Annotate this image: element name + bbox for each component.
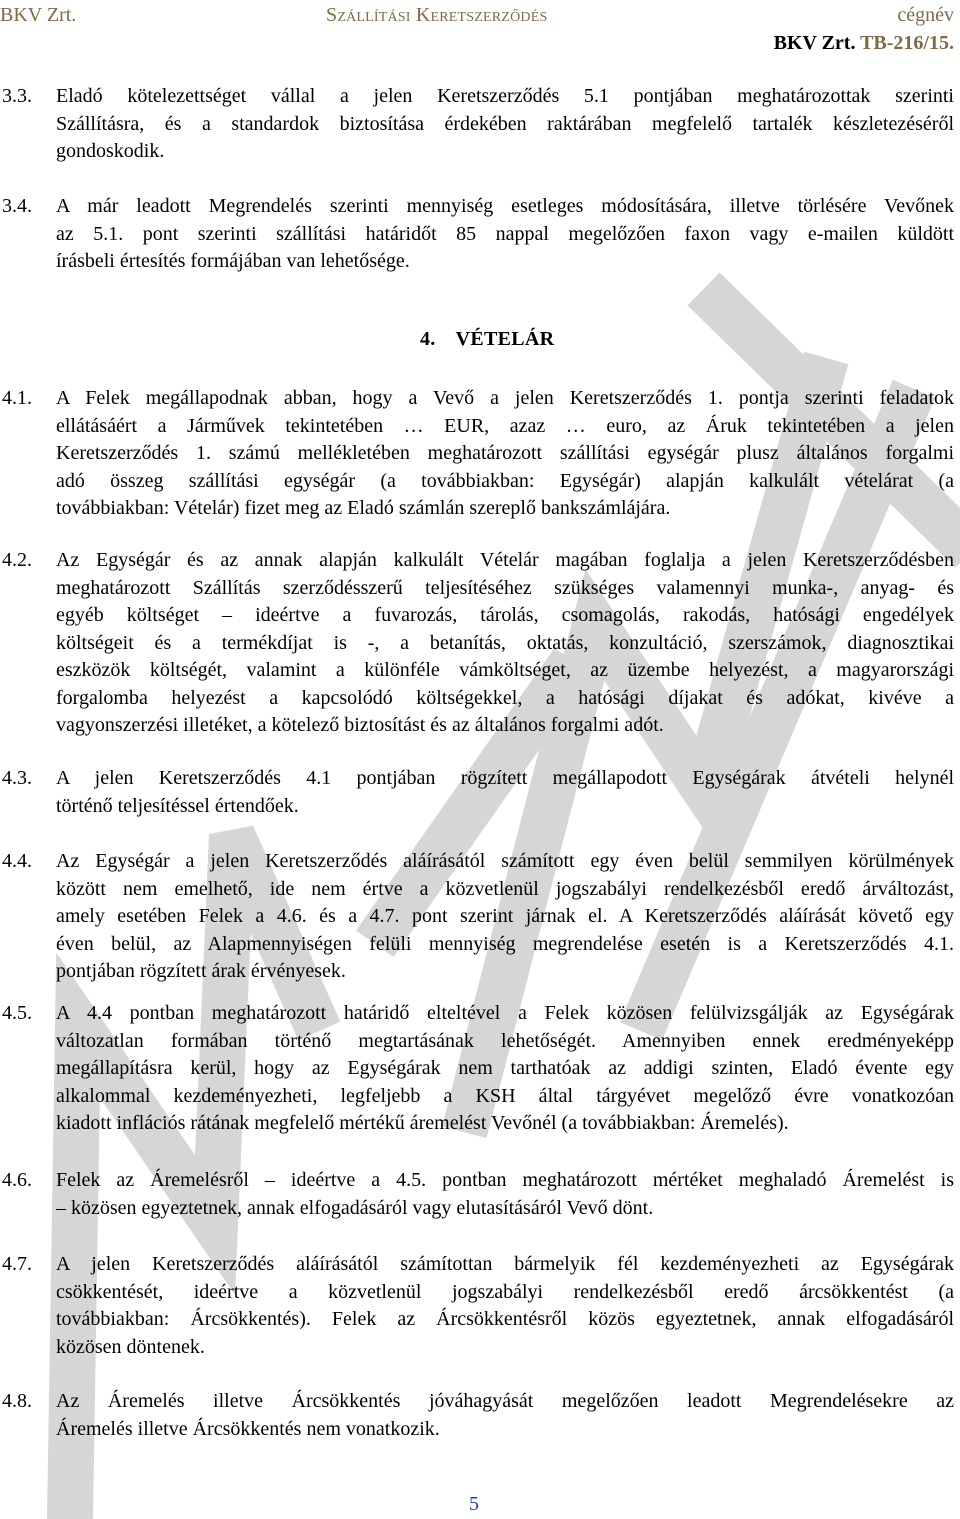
paragraph-line: költségeit és a termékdíjat is -, a betanítás, oktatás, konzultáció, szerszámok, diagnosztikai xyxy=(56,632,954,654)
paragraph-line: történő teljesítéssel értendőek. xyxy=(56,795,299,817)
paragraph-line: az 5.1. pont szerinti szállítási határidőt 85 nappal megelőzően faxon vagy e-mailen küldött xyxy=(56,223,954,245)
paragraph-line: – közösen egyeztetnek, annak elfogadásáról vagy elutasításáról Vevő dönt. xyxy=(56,1197,654,1219)
page-number: 5 xyxy=(469,1493,479,1515)
paragraph-line: Áremelés illetve Árcsökkentés nem vonatkozik. xyxy=(56,1418,440,1440)
paragraph-line: között nem emelhető, ide nem értve a közvetlenül jogszabályi rendelkezésből eredő árváltozást, xyxy=(56,878,954,900)
section-heading xyxy=(420,326,554,353)
header-company-name-placeholder: cégnév xyxy=(897,4,954,26)
paragraph-line: gondoskodik. xyxy=(56,140,165,162)
paragraph-line: egyéb költséget – ideértve a fuvarozás, tárolás, csomagolás, rakodás, hatósági engedélyek xyxy=(56,604,954,626)
paragraph-number: 4.7. xyxy=(2,1253,32,1275)
paragraph-line: változatlan formában történő megtartásának lehetőségét. Amennyiben ennek eredményeképp xyxy=(56,1030,954,1052)
section-heading-title: VÉTELÁR xyxy=(455,328,555,350)
paragraph-line: meghatározott Szállítás szerződésszerű teljesítéséhez szükséges valamennyi munka-, anyag- és xyxy=(56,577,954,599)
paragraph-line: kiadott inflációs rátának megfelelő mértékű áremelést Vevőnél (a továbbiakban: Áremelés). xyxy=(56,1112,789,1134)
paragraph-line: közösen döntenek. xyxy=(56,1336,205,1358)
paragraph-line: ellátásáért a Járművek tekintetében … EUR, azaz … euro, az Áruk tekintetében a jelen xyxy=(56,415,954,437)
paragraph-number: 3.3. xyxy=(2,85,32,107)
paragraph-number: 4.3. xyxy=(2,767,32,789)
paragraph-line: Eladó kötelezettséget vállal a jelen Keretszerződés 5.1 pontjában meghatározottak szerinti xyxy=(56,85,954,107)
paragraph-line: A már leadott Megrendelés szerinti mennyiség esetleges módosítására, illetve törlésére Vevőnek xyxy=(56,195,954,217)
paragraph-line: Keretszerződés 1. számú mellékletében meghatározott szállítási egységár plusz általános forgalmi xyxy=(56,442,954,464)
paragraph-line: vagyonszerzési illetéket, a kötelező biztosítást és az általános forgalmi adót. xyxy=(56,714,664,736)
header-ref-code: TB-216/15. xyxy=(860,32,954,54)
paragraph-line: A Felek megállapodnak abban, hogy a Vevő a jelen Keretszerződés 1. pontja szerinti feladatok xyxy=(56,387,954,409)
paragraph-line: Az Egységár a jelen Keretszerződés aláírásától számított egy éven belül semmilyen körülmények xyxy=(56,850,954,872)
paragraph-line: A jelen Keretszerződés aláírásától számítottan bármelyik fél kezdeményezheti az Egységárak xyxy=(56,1253,954,1275)
header-company-left: BKV Zrt. xyxy=(0,4,77,26)
paragraph-number: 4.4. xyxy=(2,850,32,872)
paragraph-line: eszközök költségét, valamint a különféle vámköltséget, az üzembe helyezést, a magyarországi xyxy=(56,659,954,681)
section-heading-number: 4. xyxy=(420,328,436,350)
paragraph-line: éven belül, az Alapmennyiségen felüli mennyiség megrendelése esetén is a Keretszerződés 4.1. xyxy=(56,933,954,955)
paragraph-line: Felek az Áremelésről – ideértve a 4.5. pontban meghatározott mértéket meghaladó Áremelést is xyxy=(56,1169,954,1191)
paragraph-number: 4.2. xyxy=(2,549,32,571)
paragraph-number: 4.6. xyxy=(2,1169,32,1191)
paragraph-line: A jelen Keretszerződés 4.1 pontjában rögzített megállapodott Egységárak átvételi helynél xyxy=(56,767,954,789)
paragraph-line: adó összeg szállítási egységár (a továbbiakban: Egységár) alapján kalkulált vételárat (a xyxy=(56,470,954,492)
paragraph-line: megállapításra kerül, hogy az Egységárak nem tarthatóak az addigi szinten, Eladó évente egy xyxy=(56,1057,954,1079)
paragraph-line: alkalommal kezdeményezheti, legfeljebb a KSH által tárgyévet megelőző évre vonatkozóan xyxy=(56,1085,954,1107)
paragraph-line: írásbeli értesítés formájában van lehetősége. xyxy=(56,250,410,272)
paragraph-line: továbbiakban: Árcsökkentés). Felek az Árcsökkentésről közös egyeztetnek, annak elfogadásáról xyxy=(56,1308,954,1330)
paragraph-number: 3.4. xyxy=(2,195,32,217)
paragraph-number: 4.1. xyxy=(2,387,32,409)
paragraph-line: Az Egységár és az annak alapján kalkulált Vételár magában foglalja a jelen Keretszerződésben xyxy=(56,549,954,571)
paragraph-line: Szállításra, és a standardok biztosítása érdekében raktárában megfelelő tartalék készletezéséről xyxy=(56,113,954,135)
paragraph-number: 4.8. xyxy=(2,1390,32,1412)
paragraph-line: pontjában rögzített árak érvényesek. xyxy=(56,960,346,982)
paragraph-number: 4.5. xyxy=(2,1002,32,1024)
paragraph-line: forgalomba helyezést a kapcsolódó költségekkel, a hatósági díjakat és adókat, kivéve a xyxy=(56,687,954,709)
paragraph-line: A 4.4 pontban meghatározott határidő elteltével a Felek közösen felülvizsgálják az Egységárak xyxy=(56,1002,954,1024)
paragraph-line: csökkentését, ideértve a közvetlenül jogszabályi rendelkezésből eredő árcsökkentést (a xyxy=(56,1281,954,1303)
header-reference-number xyxy=(774,31,954,55)
paragraph-line: Az Áremelés illetve Árcsökkentés jóváhagyását megelőzően leadott Megrendelésekre az xyxy=(56,1390,954,1412)
paragraph-line: amely esetében Felek a 4.6. és a 4.7. pont szerint járnak el. A Keretszerződés aláírását követő egy xyxy=(56,905,954,927)
paragraph-line: továbbiakban: Vételár) fizet meg az Eladó számlán szereplő bankszámlájára. xyxy=(56,497,671,519)
header-ref-company: BKV Zrt. xyxy=(773,32,856,54)
header-document-title: Szállítási Keretszerződés xyxy=(326,4,548,26)
